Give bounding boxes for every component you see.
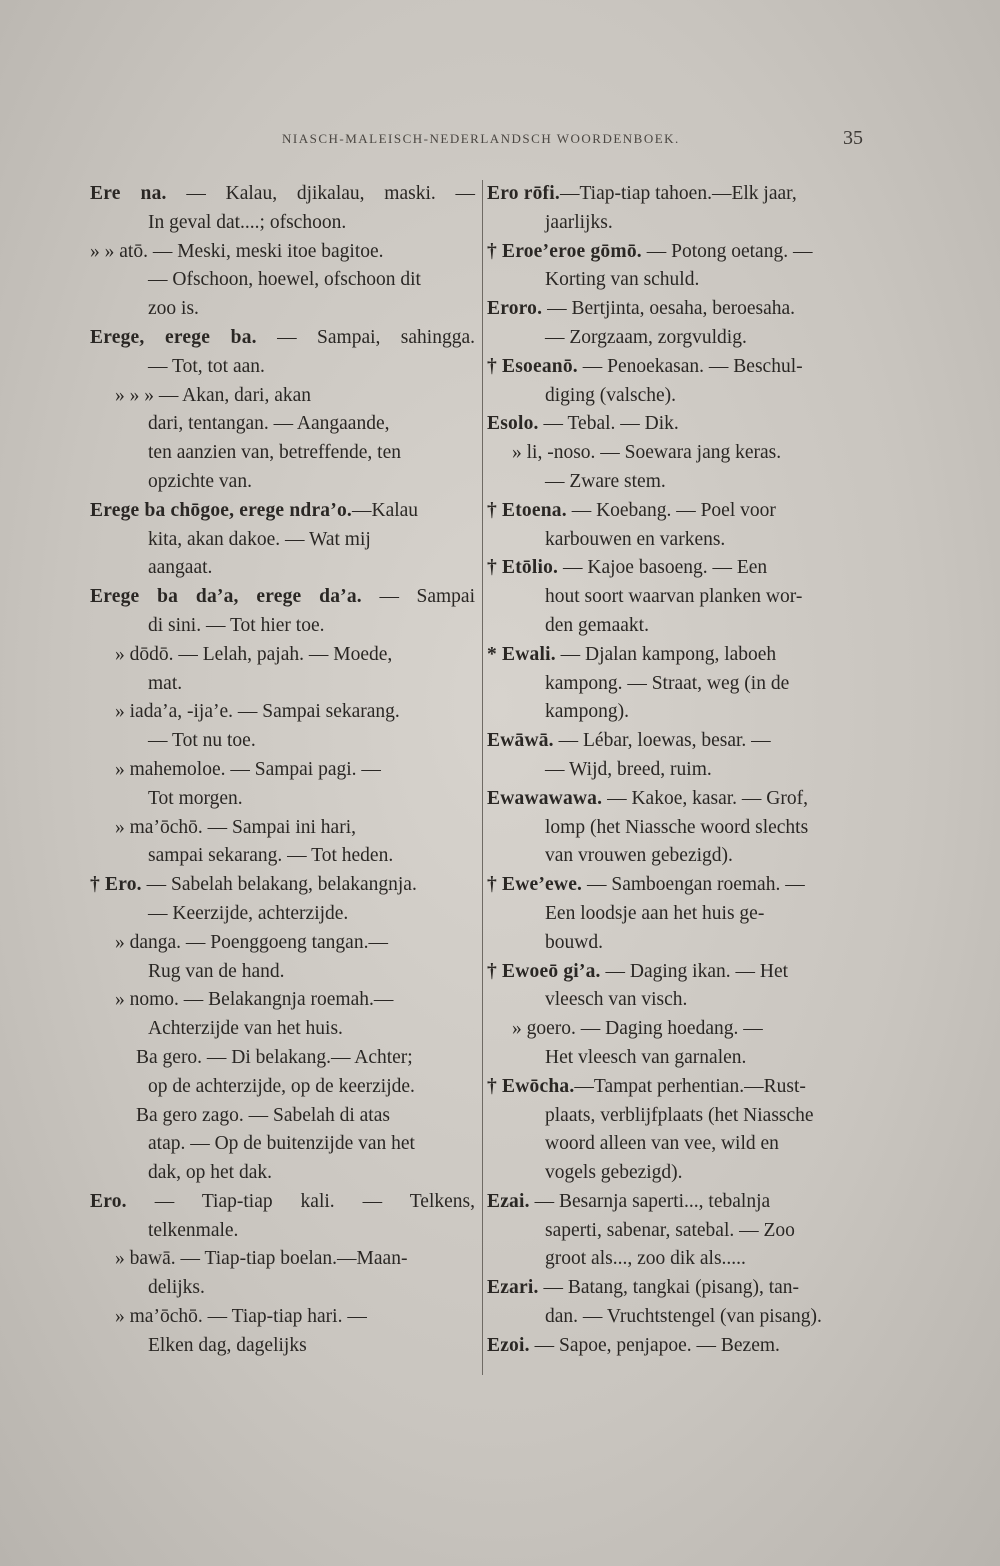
headword: † Etōlio.	[487, 557, 559, 579]
entry-line	[90, 238, 475, 267]
headword: Ere na.	[90, 183, 167, 204]
entry-text: telkenmale.	[148, 1219, 239, 1241]
entry-line	[487, 756, 867, 785]
entry-line	[487, 554, 867, 583]
entry-text: » bawā. — Tiap-tiap boelan.—Maan-	[115, 1248, 408, 1270]
headword: Erege, erege ba.	[90, 326, 257, 348]
entry-text: — Tot nu toe.	[148, 730, 256, 752]
headword: Erege ba da’a, erege da’a.	[90, 586, 362, 608]
entry-text: Elken dag, dagelijks	[148, 1334, 307, 1356]
entry-line	[487, 1245, 867, 1274]
entry-line	[487, 1073, 867, 1102]
headword: † Eroe’eroe gōmō.	[487, 240, 642, 262]
entry-line	[90, 1130, 475, 1159]
entry-text: kita, akan dakoe. — Wat mij	[148, 528, 371, 550]
entry-line	[487, 1044, 867, 1073]
entry-line	[90, 468, 475, 497]
entry-line	[90, 698, 475, 727]
entry-text: zoo is.	[148, 298, 199, 320]
entry-text: Achterzijde van het huis.	[148, 1018, 343, 1040]
entry-line	[487, 353, 867, 382]
headword: * Ewali.	[487, 643, 556, 665]
entry-line	[90, 785, 475, 814]
entry-text: — Sabelah belakang, belakangnja.	[141, 874, 417, 896]
entry-line	[487, 1332, 867, 1361]
entry-text: Korting van schuld.	[545, 269, 700, 291]
entry-text: — Keerzijde, achterzijde.	[148, 902, 349, 924]
entry-line	[90, 1073, 475, 1102]
entry-text: — Tebal. — Dik.	[538, 413, 679, 435]
entry-line	[90, 180, 475, 209]
entry-line	[90, 526, 475, 555]
entry-text: diging (valsche).	[545, 384, 677, 406]
headword: Ezai.	[487, 1190, 530, 1212]
entry-text: — Zware stem.	[545, 470, 666, 492]
headword: Esolo.	[487, 413, 539, 435]
right-column	[487, 180, 867, 1361]
entry-line	[90, 554, 475, 583]
entry-line	[90, 1303, 475, 1332]
entry-line	[90, 583, 475, 612]
entry-text: karbouwen en varkens.	[545, 528, 726, 550]
entry-text: — Sapoe, penjapoe. — Bezem.	[529, 1334, 780, 1356]
entry-text: — Sampai, sahingga.	[256, 326, 475, 348]
entry-text: — Penoekasan. — Beschul-	[577, 355, 803, 377]
entry-text: — Sampai	[361, 586, 475, 608]
entry-line	[487, 324, 867, 353]
entry-line	[487, 238, 867, 267]
left-column	[90, 180, 475, 1361]
entry-line	[487, 583, 867, 612]
entry-line	[487, 410, 867, 439]
entry-text: — Tot, tot aan.	[148, 355, 265, 377]
entry-line	[487, 266, 867, 295]
entry-line	[487, 1130, 867, 1159]
entry-text: vogels gebezigd).	[545, 1162, 683, 1184]
entry-text: — Lébar, loewas, besar. —	[553, 730, 771, 752]
entry-line	[487, 1274, 867, 1303]
entry-line	[90, 410, 475, 439]
entry-text: ten aanzien van, betreffende, ten	[148, 442, 402, 464]
entry-text: bouwd.	[545, 931, 603, 953]
entry-text: » mahemoloe. — Sampai pagi. —	[115, 758, 381, 780]
entry-line	[90, 842, 475, 871]
entry-text: vleesch van visch.	[545, 989, 688, 1011]
entry-line	[90, 209, 475, 238]
entry-line	[90, 1159, 475, 1188]
entry-text: Het vleesch van garnalen.	[545, 1046, 747, 1068]
entry-text: — Daging ikan. — Het	[600, 960, 789, 982]
entry-text: » nomo. — Belakangnja roemah.—	[115, 989, 394, 1011]
entry-line	[487, 641, 867, 670]
entry-text: hout soort waarvan planken wor-	[545, 586, 803, 608]
entry-line	[487, 1159, 867, 1188]
headword: Eroro.	[487, 298, 543, 320]
entry-line	[90, 1188, 475, 1217]
headword: † Ewe’ewe.	[487, 874, 583, 896]
entry-text: — Koebang. — Poel voor	[566, 499, 776, 521]
entry-text: mat.	[148, 672, 183, 694]
entry-text: sampai sekarang. — Tot heden.	[148, 845, 394, 867]
running-head: NIASCH-MALEISCH-NEDERLANDSCH WOORDENBOEK.	[282, 131, 680, 146]
entry-text: — Djalan kampong, laboeh	[555, 643, 777, 665]
entry-line	[90, 900, 475, 929]
entry-text: Tot morgen.	[148, 787, 243, 809]
entry-text: den gemaakt.	[545, 614, 649, 636]
entry-text: kampong).	[545, 701, 629, 723]
entry-text: — Kajoe basoeng. — Een	[558, 557, 768, 579]
entry-line	[90, 1044, 475, 1073]
entry-line	[487, 1102, 867, 1131]
entry-text: jaarlijks.	[545, 211, 613, 233]
entry-text: atap. — Op de buitenzijde van het	[148, 1133, 415, 1155]
entry-text: » iada’a, -ija’e. — Sampai sekarang.	[115, 701, 400, 723]
entry-line	[90, 641, 475, 670]
entry-text: — Zorgzaam, zorgvuldig.	[545, 326, 747, 348]
entry-line	[487, 900, 867, 929]
entry-line	[90, 986, 475, 1015]
entry-line	[90, 266, 475, 295]
entry-line	[487, 1303, 867, 1332]
entry-text: opzichte van.	[148, 470, 252, 492]
headword: † Ero.	[90, 874, 142, 896]
entry-line	[90, 1245, 475, 1274]
entry-line	[487, 612, 867, 641]
headword: Ero.	[90, 1190, 127, 1212]
entry-line	[90, 1217, 475, 1246]
entry-line	[90, 439, 475, 468]
entry-text: van vrouwen gebezigd).	[545, 845, 733, 867]
entry-text: — Kalau, djikalau, maski. —	[166, 183, 476, 204]
entry-text: dan. — Vruchtstengel (van pisang).	[545, 1306, 822, 1328]
entry-line	[487, 497, 867, 526]
entry-text: —Kalau	[351, 499, 419, 521]
entry-line	[487, 439, 867, 468]
entry-text: — Tiap-tiap kali. — Telkens,	[126, 1190, 475, 1212]
entry-text: —Tampat perhentian.—Rust-	[574, 1075, 806, 1097]
entry-text: dak, op het dak.	[148, 1162, 273, 1184]
column-divider	[482, 180, 483, 1375]
entry-line	[487, 986, 867, 1015]
entry-text: — Potong oetang. —	[641, 240, 813, 262]
headword: Ewawawawa.	[487, 787, 603, 809]
entry-text: groot als..., zoo dik als.....	[545, 1248, 746, 1270]
entry-line	[487, 670, 867, 699]
entry-line	[487, 871, 867, 900]
entry-text: di sini. — Tot hier toe.	[148, 614, 325, 636]
entry-line	[90, 353, 475, 382]
entry-line	[487, 526, 867, 555]
entry-line	[90, 756, 475, 785]
headword: Ezari.	[487, 1277, 539, 1299]
entry-line	[90, 324, 475, 353]
headword: Ezoi.	[487, 1334, 530, 1356]
headword: Ewāwā.	[487, 730, 554, 752]
entry-text: — Ofschoon, hoewel, ofschoon dit	[148, 269, 421, 291]
entry-text: » dōdō. — Lelah, pajah. — Moede,	[115, 643, 393, 665]
entry-line	[487, 468, 867, 497]
entry-line	[487, 209, 867, 238]
entry-text: » li, -noso. — Soewara jang keras.	[512, 442, 782, 464]
entry-text: » » atō. — Meski, meski itoe bagitoe.	[90, 240, 384, 262]
entry-text: lomp (het Niassche woord slechts	[545, 816, 809, 838]
entry-line	[90, 1274, 475, 1303]
entry-text: » goero. — Daging hoedang. —	[512, 1018, 763, 1040]
entry-line	[487, 842, 867, 871]
entry-text: » danga. — Poenggoeng tangan.—	[115, 931, 388, 953]
headword: † Etoena.	[487, 499, 567, 521]
entry-text: Een loodsje aan het huis ge-	[545, 902, 765, 924]
entry-text: — Samboengan roemah. —	[582, 874, 805, 896]
entry-text: In geval dat....; ofschoon.	[148, 211, 347, 233]
entry-text: » ma’ōchō. — Sampai ini hari,	[115, 816, 356, 838]
entry-line	[90, 1015, 475, 1044]
entry-line	[90, 382, 475, 411]
entry-line	[487, 180, 867, 209]
entry-text: — Bertjinta, oesaha, beroesaha.	[542, 298, 796, 320]
headword: † Ewōcha.	[487, 1075, 575, 1097]
entry-line	[90, 727, 475, 756]
entry-line	[487, 929, 867, 958]
headword: † Esoeanō.	[487, 355, 578, 377]
entry-text: — Batang, tangkai (pisang), tan-	[538, 1277, 800, 1299]
entry-text: Rug van de hand.	[148, 960, 285, 982]
entry-line	[90, 929, 475, 958]
entry-line	[90, 497, 475, 526]
entry-line	[90, 670, 475, 699]
entry-line	[90, 1332, 475, 1361]
entry-text: woord alleen van vee, wild en	[545, 1133, 779, 1155]
entry-line	[487, 382, 867, 411]
entry-text: —Tiap-tiap tahoen.—Elk jaar,	[559, 183, 797, 204]
headword: Erege ba chōgoe, erege ndra’o.	[90, 499, 352, 521]
page-number: 35	[843, 127, 863, 149]
entry-line	[487, 1188, 867, 1217]
entry-line	[487, 727, 867, 756]
entry-text: kampong. — Straat, weg (in de	[545, 672, 790, 694]
entry-line	[487, 1217, 867, 1246]
entry-line	[487, 295, 867, 324]
entry-text: saperti, sabenar, satebal. — Zoo	[545, 1219, 795, 1241]
headword: † Ewoeō gi’a.	[487, 960, 601, 982]
headword: Ero rōfi.	[487, 183, 560, 204]
entry-text: — Wijd, breed, ruim.	[545, 758, 712, 780]
entry-line	[487, 785, 867, 814]
entry-line	[487, 1015, 867, 1044]
entry-text: — Besarnja saperti..., tebalnja	[529, 1190, 771, 1212]
entry-text: » » » — Akan, dari, akan	[115, 384, 312, 406]
entry-text: dari, tentangan. — Aangaande,	[148, 413, 390, 435]
entry-line	[487, 958, 867, 987]
entry-text: — Kakoe, kasar. — Grof,	[602, 787, 808, 809]
entry-line	[90, 814, 475, 843]
entry-line	[90, 295, 475, 324]
entry-line	[487, 814, 867, 843]
entry-text: aangaat.	[148, 557, 213, 579]
entry-line	[90, 871, 475, 900]
entry-text: Ba gero zago. — Sabelah di atas	[136, 1104, 390, 1126]
entry-line	[90, 958, 475, 987]
entry-text: delijks.	[148, 1277, 205, 1299]
entry-text: » ma’ōchō. — Tiap-tiap hari. —	[115, 1306, 367, 1328]
entry-line	[90, 612, 475, 641]
entry-line	[90, 1102, 475, 1131]
entry-text: op de achterzijde, op de keerzijde.	[148, 1075, 415, 1097]
entry-text: plaats, verblijfplaats (het Niassche	[545, 1104, 814, 1126]
entry-text: Ba gero. — Di belakang.— Achter;	[136, 1046, 413, 1068]
entry-line	[487, 698, 867, 727]
